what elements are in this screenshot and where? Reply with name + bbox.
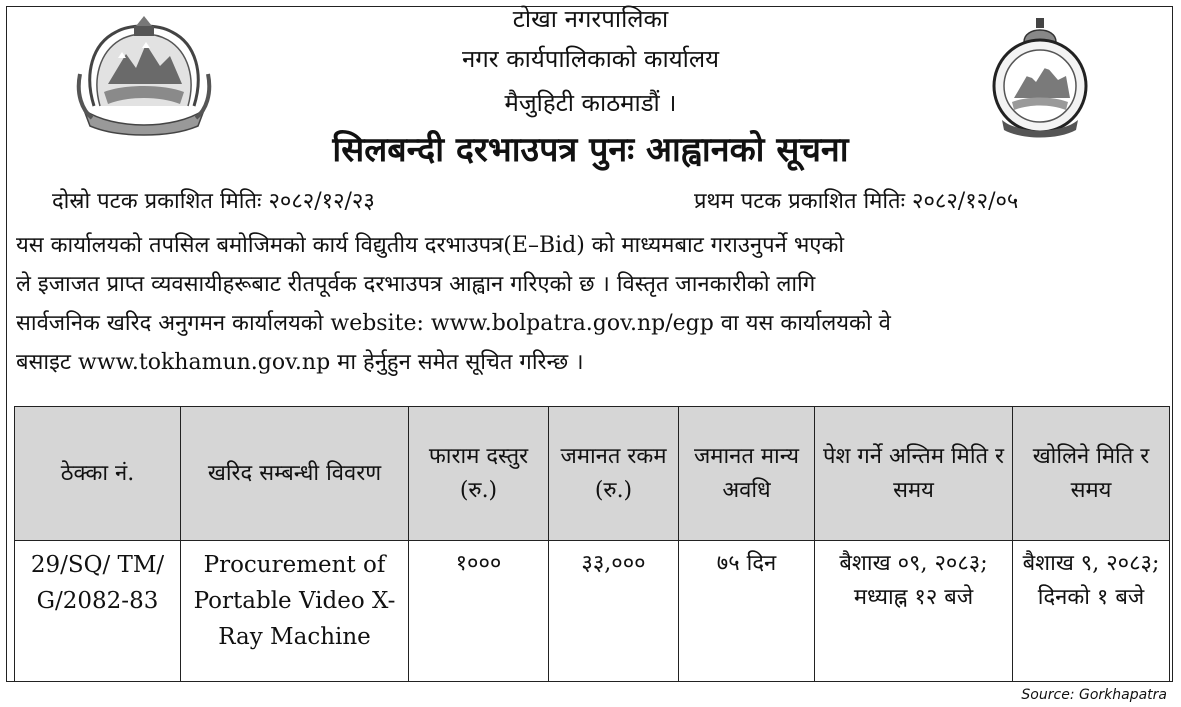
source-credit: Source: Gorkhapatra [1021, 687, 1167, 703]
cell-contract-no: 29/SQ/ TM/ G/2082-83 [15, 541, 181, 682]
municipality-name: टोखा नगरपालिका [512, 5, 669, 33]
cell-submission-deadline: बैशाख ०९, २०८३; मध्याह्न १२ बजे [815, 541, 1013, 682]
notice-title: सिलबन्दी दरभाउपत्र पुनः आह्वानको सूचना [332, 130, 849, 170]
cell-validity: ७५ दिन [679, 541, 815, 682]
cell-description: Procurement of Portable Video X-Ray Machine [181, 541, 409, 682]
first-publication-date: प्रथम पटक प्रकाशित मितिः २०८२/१२/०५ [694, 189, 1019, 214]
table-row [15, 541, 1170, 682]
cell-opening-date: बैशाख ९, २०८३; दिनको १ बजे [1013, 541, 1170, 682]
table-header-row [15, 407, 1170, 541]
header-opening-date: खोलिने मिति र समय [1013, 407, 1170, 541]
header-form-fee: फाराम दस्तुर (रु.) [409, 407, 549, 541]
office-address: मैजुहिटी काठमाडौं । [504, 89, 677, 117]
body-line: बसाइट www.tokhamun.gov.np मा हेर्नुहुन समेत सूचित गरिन्छ । [16, 350, 584, 375]
tender-table [14, 406, 1170, 682]
header-security-amount: जमानत रकम (रु.) [549, 407, 679, 541]
body-line: ले इजाजत प्राप्त व्यवसायीहरूबाट रीतपूर्वक दरभाउपत्र आह्वान गरिएको छ । विस्तृत जानकारीको लागि [16, 272, 816, 297]
header-description: खरिद सम्बन्धी विवरण [181, 407, 409, 541]
cell-form-fee: १००० [409, 541, 549, 682]
header-contract-no: ठेक्का नं. [15, 407, 181, 541]
body-line: सार्वजनिक खरिद अनुगमन कार्यालयको website: www.bolpatra.gov.np/egp वा यस कार्यालयको वे [16, 311, 891, 336]
notice-body [16, 226, 1166, 382]
tokha-municipality-logo-icon [988, 16, 1092, 140]
header-validity: जमानत मान्य अवधि [679, 407, 815, 541]
body-line: यस कार्यालयको तपसिल बमोजिमको कार्य विद्युतीय दरभाउपत्र(E–Bid) को माध्यमबाट गराउनुपर्ने भएको [16, 233, 845, 258]
header-submission-deadline: पेश गर्ने अन्तिम मिति र समय [815, 407, 1013, 541]
office-name: नगर कार्यपालिकाको कार्यालय [461, 45, 720, 73]
second-publication-date: दोस्रो पटक प्रकाशित मितिः २०८२/१२/२३ [52, 189, 375, 214]
cell-security-amount: ३३,००० [549, 541, 679, 682]
